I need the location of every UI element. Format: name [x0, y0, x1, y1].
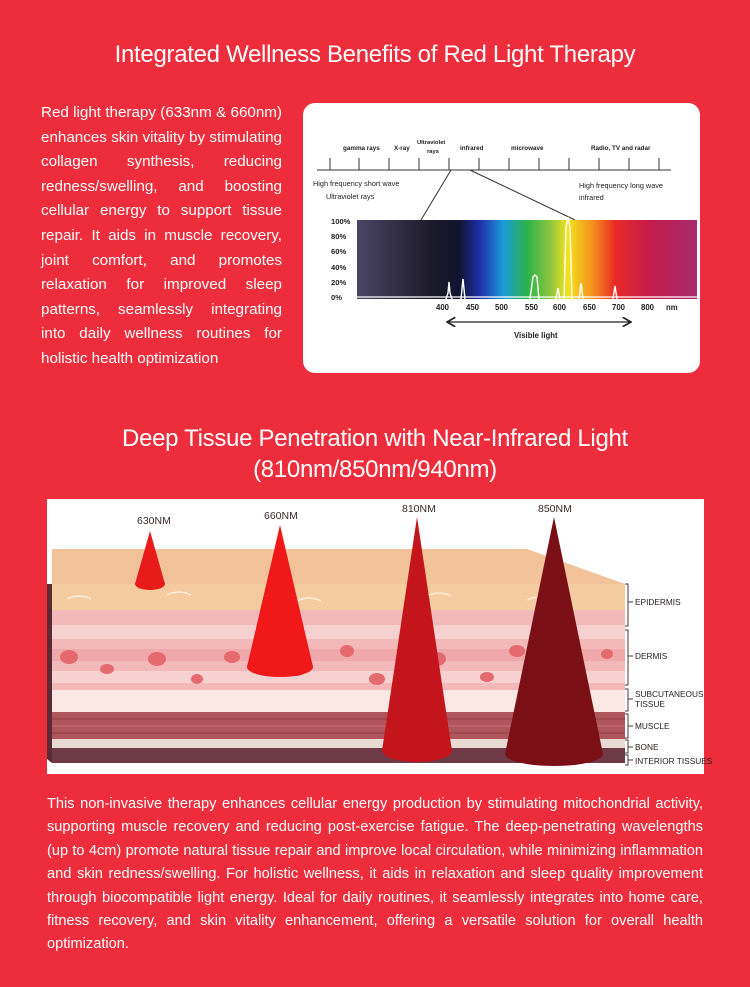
beam-label-630: 630NM — [137, 515, 171, 527]
y-tick-60: 60% — [331, 247, 347, 256]
x-tick-550: 550 — [525, 303, 539, 312]
label-uv-rays: Ultraviolet rays — [326, 192, 375, 201]
label-muscle: MUSCLE — [635, 721, 670, 731]
y-tick-80: 80% — [331, 232, 347, 241]
x-tick-800: 800 — [641, 303, 655, 312]
section-title-penetration — [0, 423, 750, 485]
penetration-description: This non-invasive therapy enhances cellular energy production by stimulating mitochondrial activity, supporting muscle recovery and reducing post-exercise fatigue. The deep-penetrating wavelengths (up to 4cm) promote natural tissue repair and improve local circulation, while minimizing inflammation and skin redness/swelling. For holistic wellness, it aids in relaxation and sleep quality improvement through biocompatible light energy. Ideal for daily routines, it seamlessly integrates into home care, fitness recovery, and skin vitality enhancement, offering a versatile solution for overall health optimization. — [47, 796, 703, 953]
em-scale-ticks — [330, 158, 659, 170]
band-radio: Radio, TV and radar — [591, 145, 651, 152]
tissue-svg — [47, 499, 713, 774]
x-tick-650: 650 — [583, 303, 597, 312]
label-tissue: TISSUE — [635, 699, 665, 709]
beam-label-850: 850NM — [538, 503, 572, 515]
visible-light-label: Visible light — [514, 331, 558, 340]
y-tick-0: 0% — [331, 293, 342, 302]
layer-brackets — [625, 584, 633, 765]
zoom-line-right — [470, 170, 575, 220]
x-unit: nm — [666, 303, 678, 312]
section-title-line2: (810nm/850nm/940nm) — [253, 456, 497, 483]
x-tick-450: 450 — [466, 303, 480, 312]
label-interior-tissues: INTERIOR TISSUES — [635, 756, 713, 766]
label-dermis: DERMIS — [635, 651, 668, 661]
x-tick-700: 700 — [612, 303, 626, 312]
band-microwave: microwave — [511, 145, 544, 152]
label-high-freq-long: High frequency long wave — [579, 181, 663, 190]
y-tick-40: 40% — [331, 263, 347, 272]
y-tick-20: 20% — [331, 278, 347, 287]
label-subcutaneous: SUBCUTANEOUS — [635, 689, 704, 699]
spectrum-diagram — [303, 103, 700, 373]
wellness-description: Red light therapy (633nm & 660nm) enhances skin vitality by stimulating collagen synthesis, reducing redness/swelling, and boosting cellular energy to support tissue repair. It aids in muscle recovery, joint comfort, and promotes relaxation for improved sleep patterns, seamlessly integrating into daily wellness routines for holistic health optimization — [41, 104, 282, 367]
band-xray: X-ray — [394, 145, 410, 152]
x-tick-500: 500 — [495, 303, 509, 312]
x-tick-600: 600 — [553, 303, 567, 312]
visible-spectrum-band — [357, 220, 697, 299]
section-title-line1: Deep Tissue Penetration with Near-Infrared Light — [122, 425, 628, 452]
label-bone: BONE — [635, 742, 659, 752]
label-epidermis: EPIDERMIS — [635, 597, 681, 607]
label-infrared: infrared — [579, 193, 604, 202]
band-gamma: gamma rays — [343, 145, 380, 152]
band-infrared: infrared — [460, 145, 484, 152]
band-uv: Ultraviolet — [417, 140, 446, 146]
zoom-line-left — [421, 170, 451, 220]
beam-label-810: 810NM — [402, 503, 436, 515]
tissue-penetration-diagram — [47, 499, 713, 774]
svg-text:rays: rays — [427, 149, 439, 155]
beam-label-660: 660NM — [264, 510, 298, 522]
section-title-wellness: Integrated Wellness Benefits of Red Light Therapy — [114, 41, 636, 68]
y-tick-100: 100% — [331, 217, 351, 226]
spectrum-diagram-card — [303, 103, 700, 373]
x-tick-400: 400 — [436, 303, 450, 312]
label-high-freq-short: High frequency short wave — [313, 179, 400, 188]
